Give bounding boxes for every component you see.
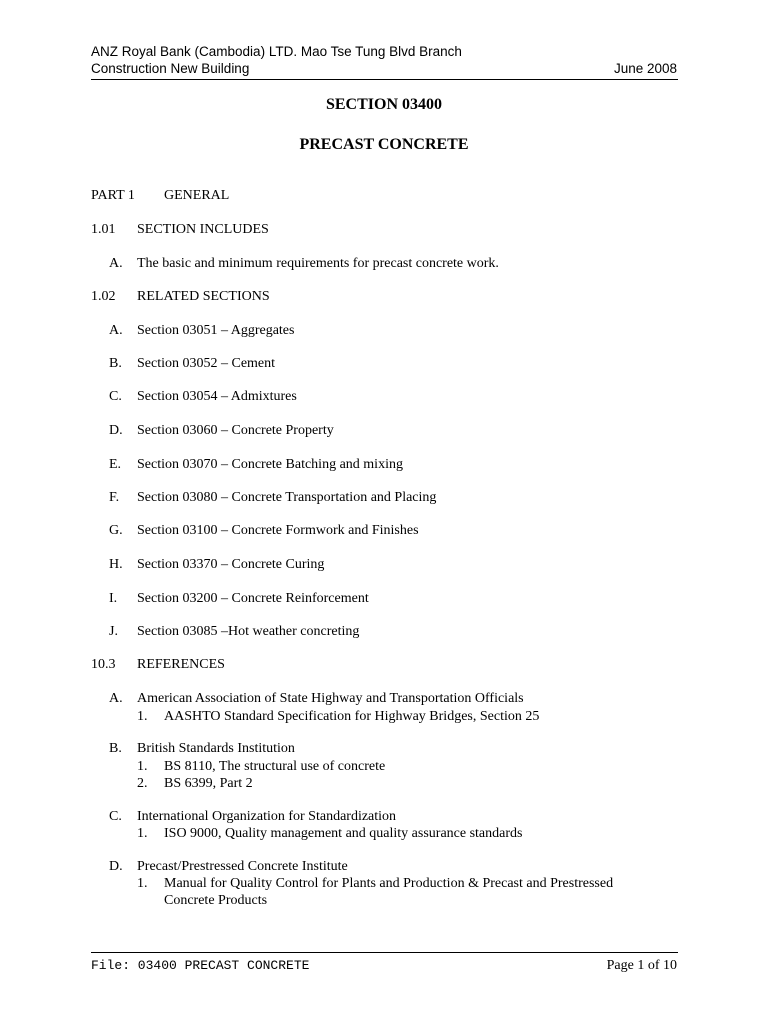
item-letter: J. <box>109 624 118 639</box>
section-number: SECTION 03400 <box>325 96 443 113</box>
related-section-item: Section 03051 – Aggregates <box>137 323 295 338</box>
reference-standard: Manual for Quality Control for Plants and Production & Precast and Prestressed <box>164 876 614 891</box>
item-letter: H. <box>109 557 123 572</box>
article-title: RELATED SECTIONS <box>137 289 270 304</box>
related-section-item: Section 03052 – Cement <box>137 356 276 371</box>
header-rule <box>91 79 678 80</box>
item-letter: A. <box>109 691 123 706</box>
reference-standard: ISO 9000, Quality management and quality assurance standards <box>164 826 523 841</box>
reference-standard-continued: Concrete Products <box>164 893 268 908</box>
footer-rule <box>91 952 678 953</box>
related-section-item: Section 03200 – Concrete Reinforcement <box>137 591 369 606</box>
subitem-number: 1. <box>137 826 148 841</box>
item-letter: D. <box>109 423 123 438</box>
article-number: 1.01 <box>91 222 116 237</box>
item-letter: C. <box>109 389 122 404</box>
section-title: PRECAST CONCRETE <box>299 136 469 153</box>
footer-file: File: 03400 PRECAST CONCRETE <box>91 958 310 973</box>
related-section-item: Section 03060 – Concrete Property <box>137 423 334 438</box>
item-letter: F. <box>109 490 120 505</box>
item-letter: G. <box>109 523 123 538</box>
article-number: 1.02 <box>91 289 116 304</box>
item-letter: E. <box>109 457 122 472</box>
item-text: The basic and minimum requirements for precast concrete work. <box>137 256 499 271</box>
related-section-item: Section 03100 – Concrete Formwork and Finishes <box>137 523 419 538</box>
article-number: 10.3 <box>91 657 116 672</box>
header-date: June 2008 <box>613 61 677 76</box>
header-project: Construction New Building <box>91 61 250 76</box>
part-number: PART 1 <box>91 188 135 203</box>
item-letter: C. <box>109 809 122 824</box>
reference-organization: Precast/Prestressed Concrete Institute <box>137 859 348 874</box>
article-title: SECTION INCLUDES <box>137 222 269 237</box>
related-section-item: Section 03054 – Admixtures <box>137 389 297 404</box>
subitem-number: 1. <box>137 709 148 724</box>
reference-standard: BS 6399, Part 2 <box>164 776 253 791</box>
related-section-item: Section 03085 –Hot weather concreting <box>137 624 360 639</box>
item-letter: A. <box>109 256 123 271</box>
header-company: ANZ Royal Bank (Cambodia) LTD. Mao Tse Tung Blvd Branch <box>91 44 462 59</box>
footer-page-number: Page 1 of 10 <box>606 958 677 973</box>
item-letter: I. <box>109 591 118 606</box>
reference-organization: International Organization for Standardization <box>137 809 397 824</box>
part-title: GENERAL <box>164 188 230 203</box>
article-title: REFERENCES <box>137 657 225 672</box>
subitem-number: 1. <box>137 759 148 774</box>
item-letter: B. <box>109 356 122 371</box>
related-section-item: Section 03080 – Concrete Transportation and Placing <box>137 490 437 505</box>
reference-standard: BS 8110, The structural use of concrete <box>164 759 386 774</box>
item-letter: A. <box>109 323 123 338</box>
reference-organization: British Standards Institution <box>137 741 295 756</box>
subitem-number: 1. <box>137 876 148 891</box>
reference-standard: AASHTO Standard Specification for Highway Bridges, Section 25 <box>164 709 540 724</box>
related-section-item: Section 03370 – Concrete Curing <box>137 557 325 572</box>
related-section-item: Section 03070 – Concrete Batching and mixing <box>137 457 403 472</box>
item-letter: D. <box>109 859 123 874</box>
subitem-number: 2. <box>137 776 148 791</box>
item-letter: B. <box>109 741 122 756</box>
reference-organization: American Association of State Highway and Transportation Officials <box>137 691 524 706</box>
